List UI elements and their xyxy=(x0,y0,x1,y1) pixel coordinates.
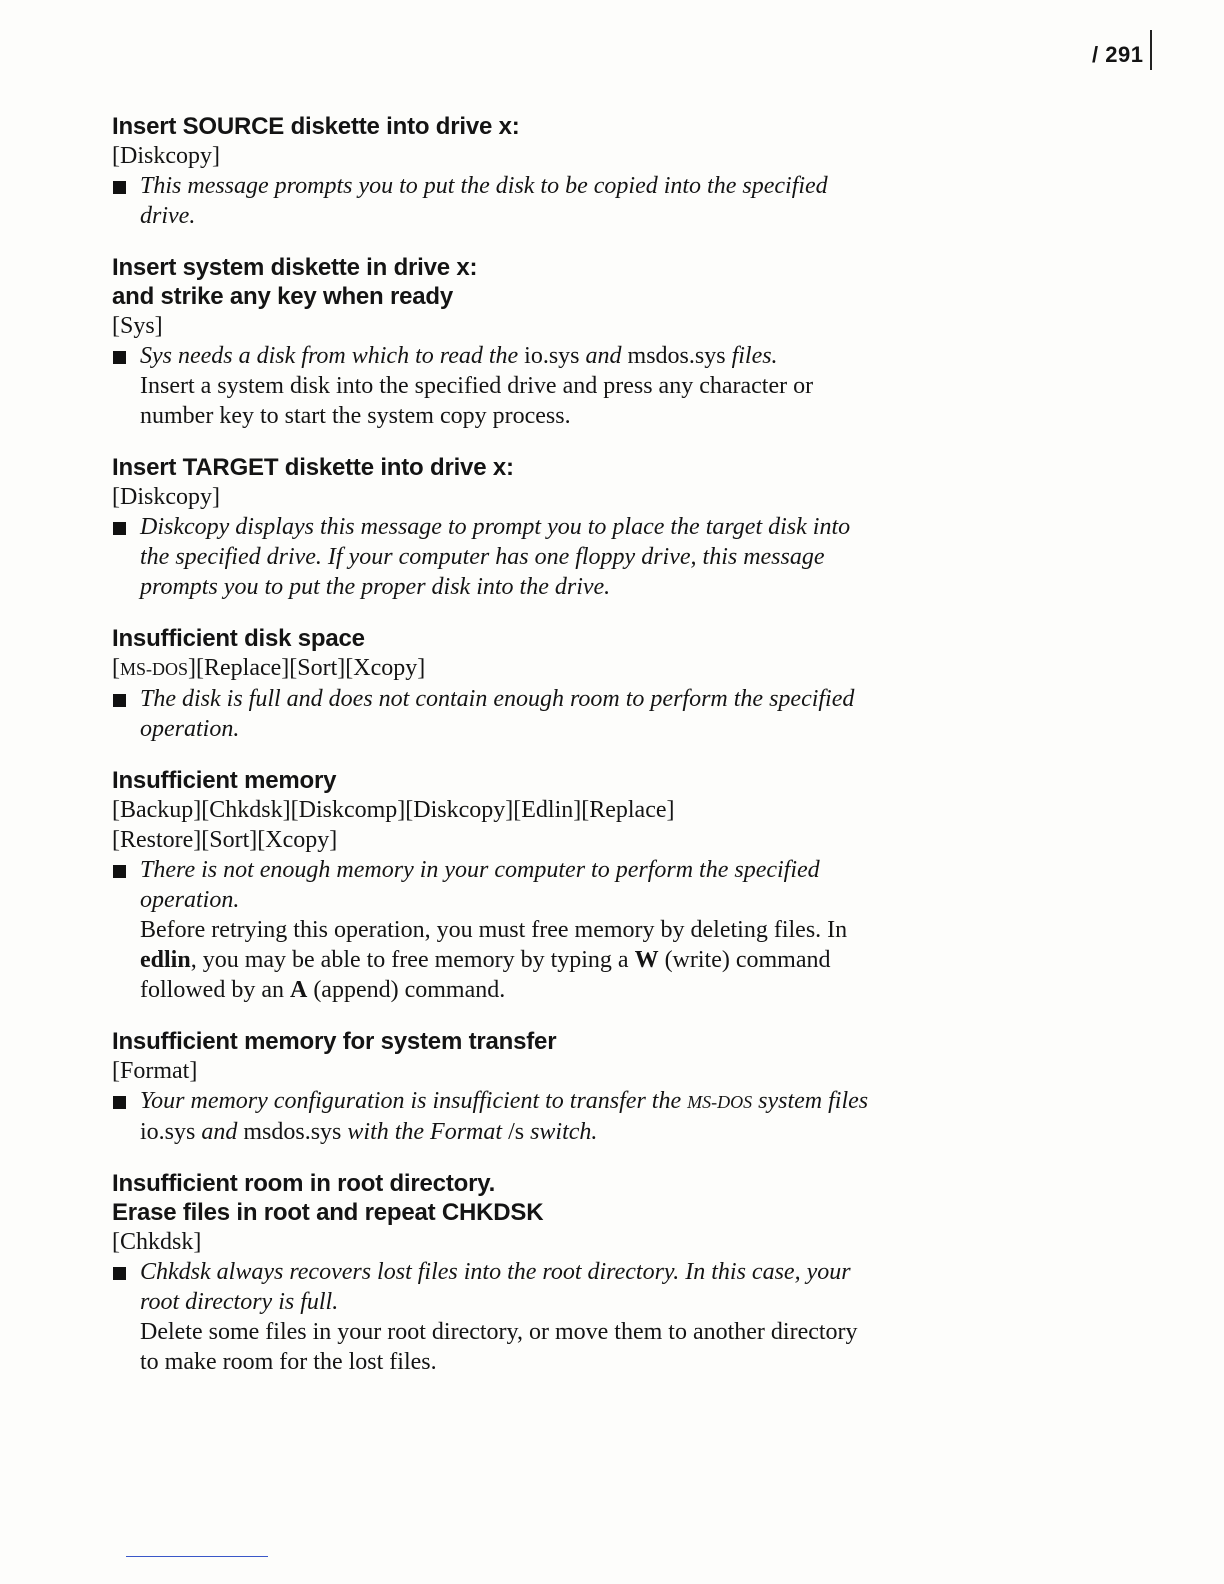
description-text: and xyxy=(195,1119,244,1145)
entry-insufficient-memory-transfer xyxy=(112,1027,872,1147)
heading-line-1: Insufficient room in root directory. xyxy=(112,1170,496,1197)
entry-heading: Insufficient disk space xyxy=(112,625,365,652)
note-text: (append) command. xyxy=(307,977,506,1003)
commands-line-1: [Backup][Chkdsk][Diskcomp][Diskcopy][Edlin][Replace] xyxy=(112,797,675,823)
bullet-icon xyxy=(113,1267,126,1280)
description-text: with the Format xyxy=(341,1119,509,1145)
page-number: / 291 xyxy=(1092,42,1144,67)
description-text: There is not enough memory in your computer to perform the specified operation. xyxy=(140,857,820,913)
entry-heading xyxy=(112,1169,872,1227)
filename: io.sys xyxy=(524,343,580,369)
heading-line-2: and strike any key when ready xyxy=(112,283,454,310)
entry-commands xyxy=(112,795,872,855)
entry-description xyxy=(112,855,872,915)
entry-commands: [Format] xyxy=(112,1058,198,1084)
commands-line-2: [Restore][Sort][Xcopy] xyxy=(112,827,338,853)
small-caps-label: MS-DOS xyxy=(687,1092,753,1112)
description-text: Chkdsk always recovers lost files into the root directory. In this case, your root directory is full. xyxy=(140,1259,851,1315)
description-text: and xyxy=(579,343,628,369)
description-text: Your memory configuration is insufficient to transfer the xyxy=(140,1088,688,1114)
filename: io.sys xyxy=(140,1119,196,1145)
entry-heading: Insert TARGET diskette into drive x: xyxy=(112,454,514,481)
description-text: The disk is full and does not contain enough room to perform the specified operation. xyxy=(140,686,855,742)
switch-label: /s xyxy=(508,1119,525,1145)
entry-description xyxy=(112,684,872,744)
entry-insufficient-disk-space xyxy=(112,624,872,744)
note-text: Before retrying this operation, you must free memory by deleting files. In xyxy=(140,917,848,943)
entry-description xyxy=(112,512,872,602)
description-text: Sys needs a disk from which to read the xyxy=(140,343,525,369)
note-text: (write) command followed by an xyxy=(140,947,831,1003)
commands-text: ][Replace][Sort][Xcopy] xyxy=(188,655,426,681)
entry-insufficient-memory xyxy=(112,766,872,1005)
bullet-icon xyxy=(113,351,126,364)
entry-note xyxy=(112,915,872,1005)
command-keyword: edlin xyxy=(140,947,191,973)
description-text: files. xyxy=(725,343,778,369)
entry-commands: [Sys] xyxy=(112,313,163,339)
entry-heading xyxy=(112,253,872,311)
bullet-icon xyxy=(113,694,126,707)
footer-rule xyxy=(126,1556,268,1557)
message-list xyxy=(112,112,872,1399)
entry-heading: Insufficient memory for system transfer xyxy=(112,1028,557,1055)
description-text: Diskcopy displays this message to prompt you to place the target disk into the specified drive. If your computer has one floppy drive, this message prompts you to put the proper disk into the drive. xyxy=(140,514,851,600)
command-keyword: A xyxy=(289,977,308,1003)
filename: msdos.sys xyxy=(627,343,726,369)
entry-note: Insert a system disk into the specified drive and press any character or number key to start the system copy process. xyxy=(140,373,814,429)
entry-commands: [MS-DOS][Replace][Sort][Xcopy] xyxy=(112,655,426,681)
entry-insufficient-root-room xyxy=(112,1169,872,1377)
description-text: switch. xyxy=(524,1119,598,1145)
description-text: system files xyxy=(752,1088,869,1114)
entry-insert-system xyxy=(112,253,872,431)
small-caps-label: MS-DOS xyxy=(120,659,189,679)
command-keyword: W xyxy=(634,947,659,973)
bullet-icon xyxy=(113,522,126,535)
entry-insert-source xyxy=(112,112,872,231)
bullet-icon xyxy=(113,181,126,194)
note-text: , you may be able to free memory by typing a xyxy=(190,947,635,973)
entry-heading: Insufficient memory xyxy=(112,767,337,794)
entry-commands: [Chkdsk] xyxy=(112,1229,202,1255)
entry-description xyxy=(112,1086,872,1147)
entry-insert-target xyxy=(112,453,872,602)
entry-description xyxy=(112,341,872,371)
entry-commands: [Diskcopy] xyxy=(112,143,220,169)
description-text: This message prompts you to put the disk to be copied into the specified drive. xyxy=(140,173,828,229)
bullet-icon xyxy=(113,865,126,878)
bullet-icon xyxy=(113,1096,126,1109)
entry-heading: Insert SOURCE diskette into drive x: xyxy=(112,113,520,140)
entry-commands: [Diskcopy] xyxy=(112,484,220,510)
heading-line-1: Insert system diskette in drive x: xyxy=(112,254,478,281)
filename: msdos.sys xyxy=(243,1119,342,1145)
entry-description xyxy=(112,1257,872,1317)
heading-line-2: Erase files in root and repeat CHKDSK xyxy=(112,1199,544,1226)
entry-note: Delete some files in your root directory, or move them to another directory to make room for the lost files. xyxy=(140,1319,858,1375)
entry-description xyxy=(112,171,872,231)
page-edge-rule xyxy=(1150,30,1152,70)
